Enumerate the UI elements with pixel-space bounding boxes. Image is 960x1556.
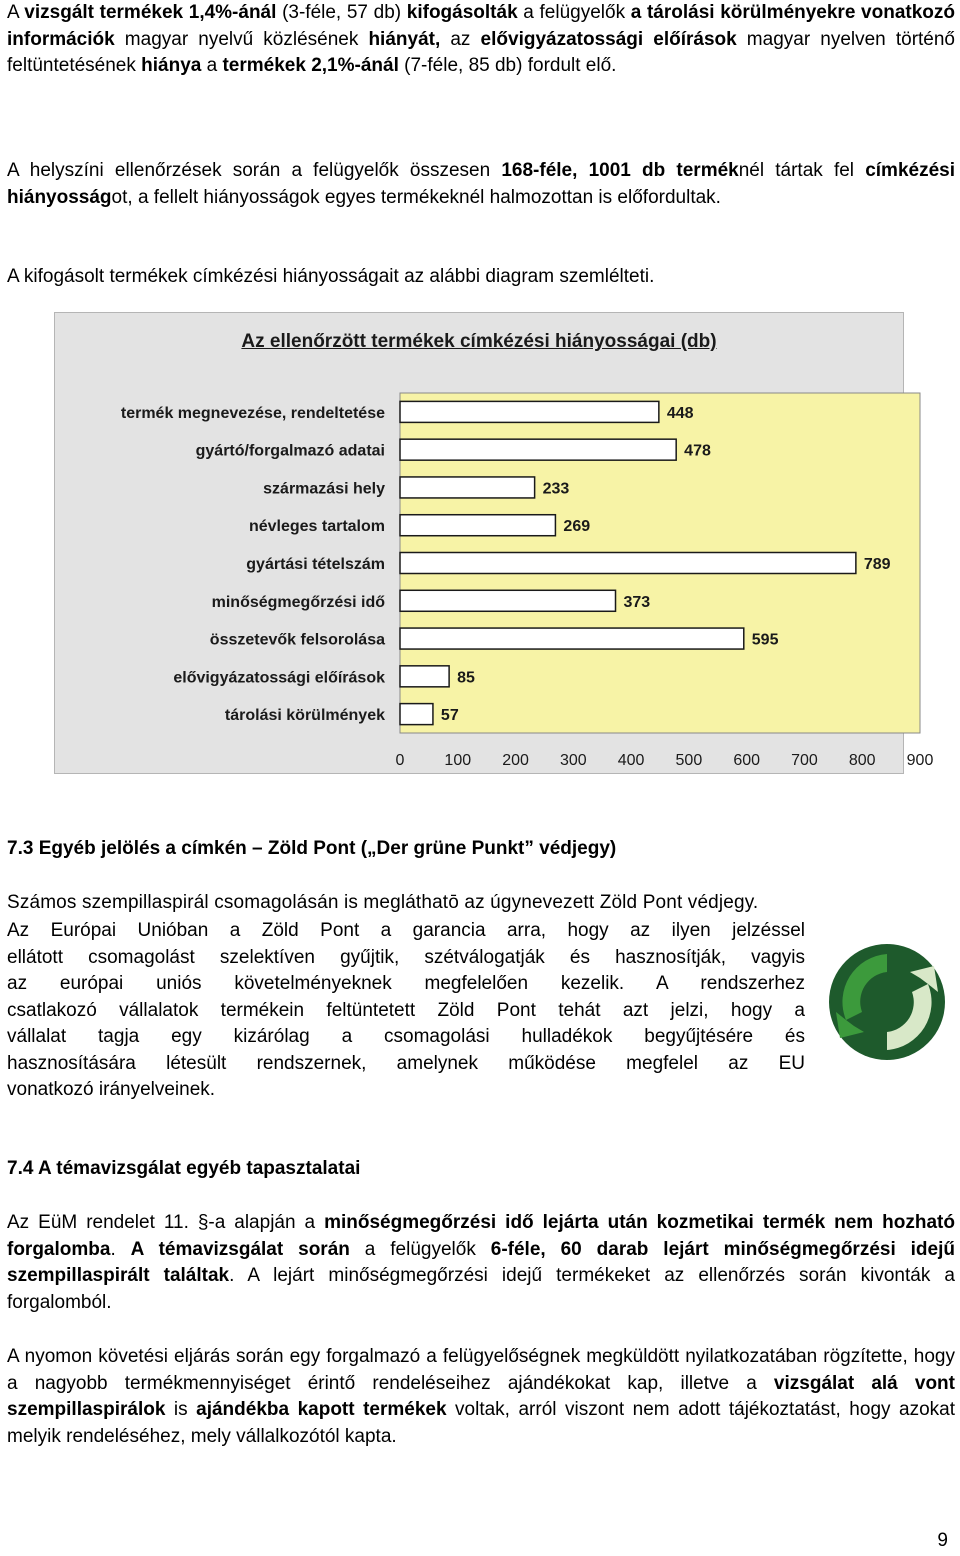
bar <box>400 477 535 498</box>
category-label: névleges tartalom <box>248 518 385 536</box>
section-7-3-body <box>7 918 805 1104</box>
category-label: összetevők felsorolása <box>209 631 385 649</box>
bar <box>400 628 744 649</box>
value-label: 478 <box>684 442 711 460</box>
category-label: tárolási körülmények <box>224 707 385 725</box>
section-7-3-line: vonatkozó irányelveinek. <box>7 1079 216 1100</box>
bar <box>400 439 676 460</box>
bar <box>400 590 616 611</box>
x-tick-label: 800 <box>848 752 876 769</box>
x-tick-label: 100 <box>444 752 472 769</box>
page-number: 9 <box>937 1530 948 1551</box>
x-tick-label: 600 <box>733 752 761 769</box>
bar <box>400 401 659 422</box>
section-7-3-line: csatlakozó vállalatok termékein feltüntetett Zöld Pont tehát azt jelzi, hogy a <box>7 999 805 1021</box>
labeling-deficiencies-chart <box>54 312 934 774</box>
section-7-3-line: vállalat tagja egy kizárólag a csomagolási hulladékok begyűjtésére és <box>7 1026 805 1047</box>
value-label: 595 <box>751 631 779 649</box>
x-tick-label: 400 <box>617 752 645 769</box>
bar <box>400 704 433 725</box>
x-tick-label: 0 <box>395 752 405 769</box>
category-label: minőségmegőrzési idő <box>211 593 385 611</box>
category-label: származási hely <box>263 480 385 498</box>
section-7-4-paragraph-2: A nyomon követési eljárás során egy forgalmazó a felügyelőségnek megküldött nyilatkozatában rögzítette, hogy a nagyobb termékmennyiséget érintő rendeléseihez ajándékokat kap, illetve a vizsgálat alá vont szempillaspirálok is ajándékba kapott termékek voltak, arról viszont nem adott tájékoztatást, hogy azokat melyik rendeléséhez, mely vállalkozótól kapta. <box>7 1346 955 1447</box>
section-7-4-heading: 7.4 A témavizsgálat egyéb tapasztalatai <box>7 1158 361 1179</box>
bar <box>400 553 856 574</box>
category-label: elővigyázatossági előírások <box>173 669 385 687</box>
category-label: gyártási tételszám <box>246 556 385 573</box>
x-tick-label: 700 <box>791 752 818 769</box>
chart-title: Az ellenőrzött termékek címkézési hiányosságai (db) <box>241 331 717 352</box>
section-7-3-line: hasznosítására létesült rendszernek, amelynek működése megfelel az EU <box>7 1052 805 1074</box>
x-tick-label: 500 <box>675 752 703 769</box>
paragraph-chart-intro: A kifogásolt termékek címkézési hiányosságait az alábbi diagram szemlélteti. <box>7 266 655 287</box>
chart-plot <box>55 313 934 775</box>
green-dot-logo-icon <box>826 940 948 1064</box>
x-tick-label: 200 <box>502 752 529 769</box>
value-label: 373 <box>623 593 651 611</box>
value-label: 269 <box>563 518 591 536</box>
paragraph-intro-findings: A vizsgált termékek 1,4%-ánál (3-féle, 57 db) kifogásolták a felügyelők a tárolási körülményekre vonatkozó információk magyar nyelvű közlésének hiányát, az elővigyázatossági előírások magyar nyelven történő feltüntetésének hiánya a termékek 2,1%-ánál (7-féle, 85 db) fordult elő. <box>7 2 956 76</box>
category-label: termék megnevezése, rendeltetése <box>120 404 385 422</box>
section-7-3-line1: Számos szempillaspirál csomagolásán is megláthatō az úgynevezett Zöld Pont védjegy. <box>7 892 759 913</box>
section-7-4-paragraph-1: Az EüM rendelet 11. §-a alapján a minőségmegőrzési idő lejárta után kozmetikai termék nem hozható forgalomba. A témavizsgálat során a felügyelők 6-féle, 60 darab lejárt minőségmegőrzési idejű szempillaspirált találtak. A lejárt minőségmegőrzési idejű termékeket az ellenőrzés során kivonták a forgalomból. <box>7 1212 955 1313</box>
bar <box>400 666 449 687</box>
value-label: 57 <box>440 707 459 725</box>
value-label: 233 <box>542 480 570 498</box>
x-tick-label: 300 <box>559 752 587 769</box>
section-7-3-line: az európai uniós követelményeknek megfelelően kezelik. A rendszerhez <box>7 973 805 994</box>
paragraph-inspection-summary: A helyszíni ellenőrzések során a felügyelők összesen 168-féle, 1001 db terméknél tártak fel címkézési hiányosságot, a fellelt hiányosságok egyes termékeknél halmozottan is előfordultak. <box>7 160 955 208</box>
value-label: 85 <box>457 669 475 687</box>
x-tick-label: 900 <box>906 752 934 769</box>
bar <box>400 515 555 536</box>
value-label: 448 <box>666 404 694 422</box>
section-7-3-heading: 7.3 Egyéb jelölés a címkén – Zöld Pont („Der grüne Punkt” védjegy) <box>7 838 617 859</box>
section-7-3-line: Az Európai Unióban a Zöld Pont a garancia arra, hogy az ilyen jelzéssel <box>7 920 805 941</box>
section-7-3-line: ellátott csomagolást szelektíven gyűjtik, szétválogatják és hasznosítják, vagyis <box>7 946 805 968</box>
value-label: 789 <box>863 556 891 573</box>
category-label: gyártó/forgalmazó adatai <box>195 442 385 460</box>
